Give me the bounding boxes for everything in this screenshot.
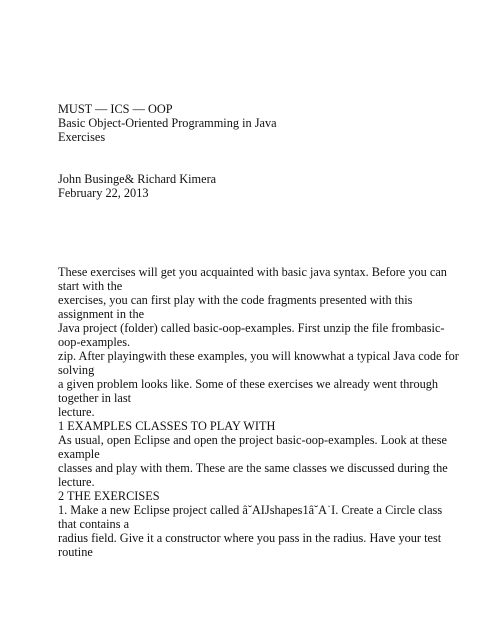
document-title: Basic Object-Oriented Programming in Java: [58, 116, 277, 130]
body-line: classes and play with them. These are the same classes we discussed during the: [58, 461, 448, 475]
body-line: together in last: [58, 391, 132, 405]
body-line: example: [58, 447, 100, 461]
course-code: MUST — ICS — OOP: [58, 102, 173, 116]
body-line: routine: [58, 545, 93, 559]
document-subtitle: Exercises: [58, 130, 106, 144]
body-line: that contains a: [58, 517, 130, 531]
body-line: lecture.: [58, 475, 95, 489]
section-heading-examples: 1 EXAMPLES CLASSES TO PLAY WITH: [58, 419, 276, 433]
document-body: [58, 265, 458, 559]
body-line: zip. After playingwith these examples, you will knowwhat a typical Java code for: [58, 349, 459, 363]
body-line: start with the: [58, 279, 123, 293]
body-line: Java project (folder) called basic-oop-examples. First unzip the file frombasic-: [58, 321, 445, 335]
body-line: As usual, open Eclipse and open the project basic-oop-examples. Look at these: [58, 433, 447, 447]
document-date: February 22, 2013: [58, 186, 149, 200]
author-names: John Businge& Richard Kimera: [58, 172, 217, 186]
section-heading-exercises: 2 THE EXERCISES: [58, 489, 160, 503]
document-header: [58, 102, 458, 144]
body-line: lecture.: [58, 405, 95, 419]
body-line: oop-examples.: [58, 335, 131, 349]
author-info: [58, 172, 458, 200]
body-line: assignment in the: [58, 307, 145, 321]
body-line: exercises, you can first play with the code fragments presented with this: [58, 293, 413, 307]
body-line: These exercises will get you acquainted with basic java syntax. Before you can: [58, 265, 447, 279]
body-line: a given problem looks like. Some of these exercises we already went through: [58, 377, 439, 391]
body-line: radius field. Give it a constructor where you pass in the radius. Have your test: [58, 531, 442, 545]
exercise-item: 1. Make a new Eclipse project called â˘AIJshapes1â˘A˙I. Create a Circle class: [58, 503, 443, 517]
body-line: solving: [58, 363, 95, 377]
